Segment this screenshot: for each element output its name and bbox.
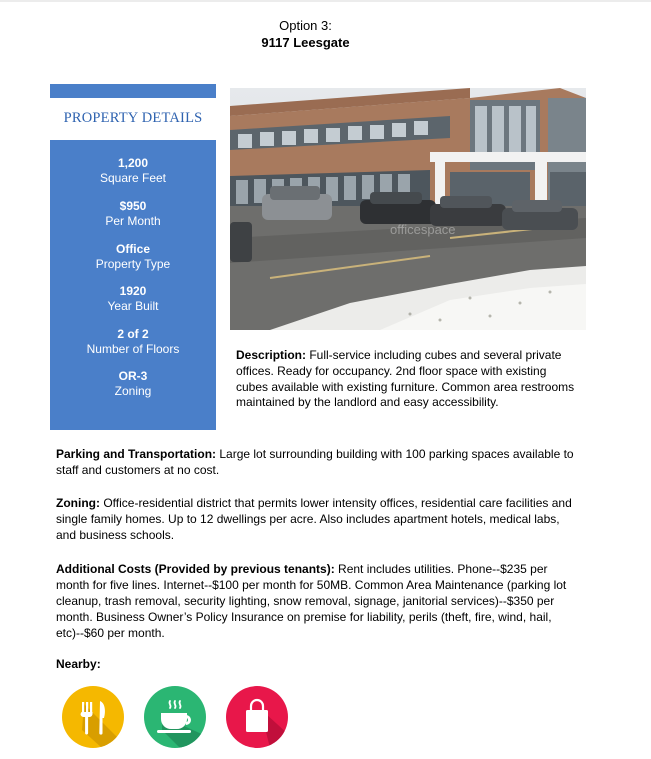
stat-label: Year Built [107,299,159,313]
stat-value: $950 [119,199,147,213]
costs-text: Rent includes utilities. Phone--$235 per month for five lines. Internet--$100 per month for 50MB. Common Area Maintenance (parking lot cleanup, trash removal, security lighting, snow removal, signage, janitorial services)--$350 per month. Business Owner’s Policy Insurance on premise for liability, perils (theft, fire, wind, hail, etc)--$60 per month. [56,562,567,640]
shopping-bag-icon [226,686,288,748]
zoning-text: Office-residential district that permits lower intensity offices, residential care facilities and single family homes. Up to 12 dwellings per acre. Also includes apartment hotels, medical labs, and business schools. [56,496,572,542]
stat-year-built [50,284,216,314]
zoning-label: Zoning: [56,496,100,510]
stat-floors [50,327,216,357]
stat-value: 1,200 [117,156,149,170]
page-header [0,18,611,51]
stat-rent [50,199,216,229]
stat-value: 1920 [119,284,147,298]
description-block [236,348,576,411]
costs-block [56,561,576,641]
description-label: Description: [236,348,307,362]
stat-zoning [50,369,216,399]
property-address: 9117 Leesgate [261,35,350,50]
stat-label: Number of Floors [86,342,180,356]
stat-value: OR-3 [118,369,148,383]
property-photo [230,88,586,330]
stat-label: Square Feet [99,171,167,185]
top-divider [0,0,651,2]
property-details-panel [50,140,216,430]
stat-value: 2 of 2 [117,327,149,341]
coffee-icon [144,686,206,748]
stat-property-type [50,242,216,272]
costs-label: Additional Costs (Provided by previous tenants): [56,562,335,576]
stat-label: Property Type [95,257,171,271]
parking-text: Large lot surrounding building with 100 parking spaces available to staff and customers at no cost. [56,447,574,477]
parking-block [56,446,576,478]
restaurant-icon [62,686,124,748]
stat-label: Zoning [114,384,152,398]
parking-label: Parking and Transportation: [56,447,217,461]
zoning-block [56,495,576,543]
stat-square-feet [50,156,216,186]
option-label: Option 3: [279,18,332,33]
photo-watermark: officespace [390,222,456,237]
stat-label: Per Month [105,214,161,228]
stat-value: Office [115,242,150,256]
nearby-label: Nearby: [56,657,101,671]
property-details-title: PROPERTY DETAILS [63,110,203,126]
details-accent-bar [50,84,216,98]
description-text: Full-service including cubes and several private offices. Ready for occupancy. 2nd floor space with existing cubes available with existing furniture. Common area restrooms maintained by the landlord and easy accessibility. [236,348,575,410]
